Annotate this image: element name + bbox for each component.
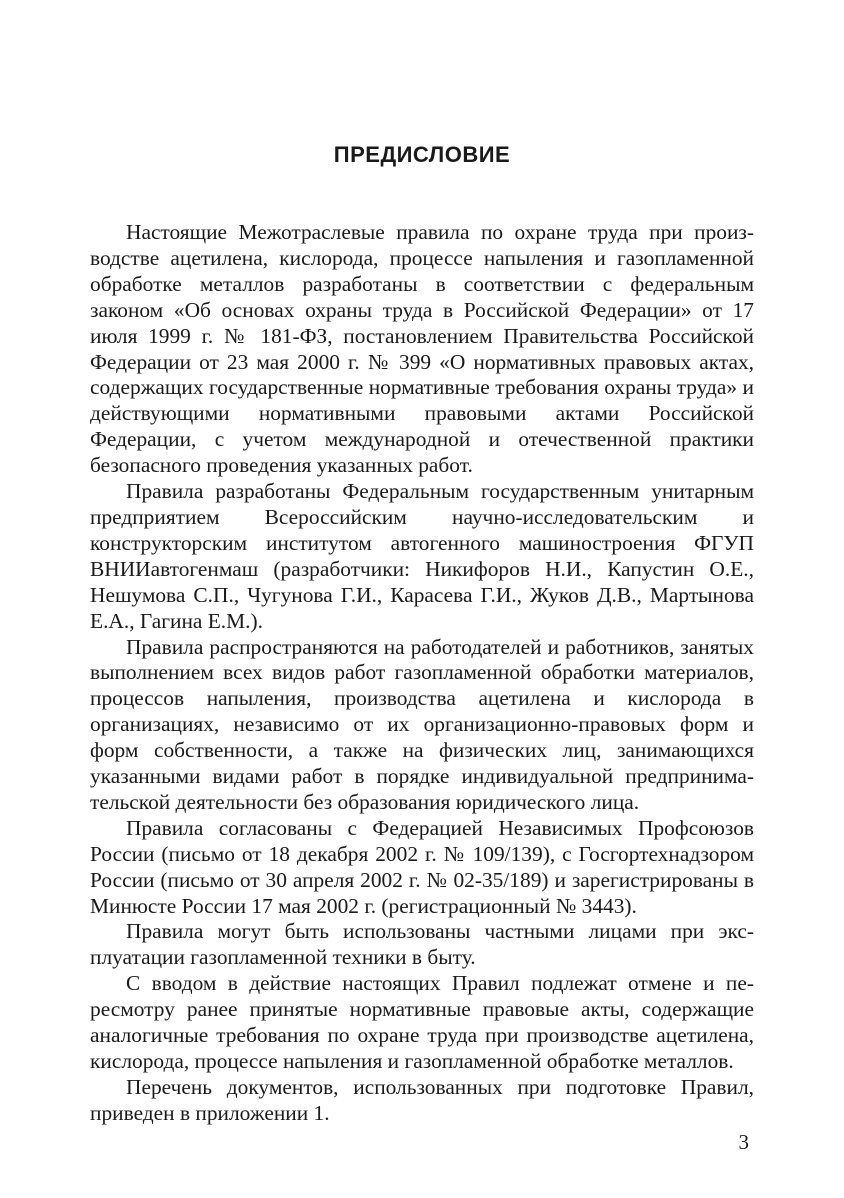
page-title: ПРЕДИСЛОВИЕ xyxy=(333,142,511,167)
paragraph-legal-basis: Настоящие Межотраслевые правила по охране труда при производстве ацетилена, кислорода, процессе напыления и газопламенной обработке металлов разработаны в соответствии с федеральным законом «Об основах охраны труда в Российской Федерации» от 17 июля 1999 г. № 181-ФЗ, постановлением Правительства Российской Федерации от 23 мая 2000 г. № 399 «О нормативных правовых актах, содержащих государственные нормативные требования охраны труда» и действующими нормативными правовыми актами Российской Федерации, с учетом международной и отечественной практики безопасного проведения указанных работ. xyxy=(90,220,754,478)
paragraph-references: Перечень документов, использованных при подготовке Правил, приведен в приложении 1. xyxy=(90,1074,754,1125)
paragraph-approvals: Правила согласованы с Федерацией Независимых Профсоюзов России (письмо от 18 декабря 2002 г. № 109/139), с Госгортехнадзором России (письмо от 30 апреля 2002 г. № 02-35/189) и зарегистрированы в Минюсте России 17 мая 2002 г. (регистрационный № 3443). xyxy=(90,815,754,918)
page-number: 3 xyxy=(738,1130,749,1154)
paragraph-scope: Правила распространяются на работодателей и работников, занятых выполнением всех видов работ газопламенной обработки материалов, процессов напыления, производства ацетилена и кислорода в организациях, независимо от их организационно-правовых форм и форм собственности, а также на физических лиц, занимающихся указанными видами работ в порядке индивидуальной предпринимательской деятельности без образования юридического лица. xyxy=(90,634,754,814)
paragraph-developers: Правила разработаны Федеральным государственным унитарным предприятием Всероссийским научно-исследовательским и конструкторским институтом автогенного машиностроения ФГУП ВНИИавтогенмаш (разработчики: Никифоров Н.И., Капустин О.Е., Нешумова С.П., Чугунова Г.И., Карасева Г.И., Жуков Д.В., Мартынова Е.А., Гагина Е.М.). xyxy=(90,479,754,633)
paragraph-private-use: Правила могут быть использованы частными лицами при эксплуатации газопламенной техники в быту. xyxy=(90,919,754,970)
preface-body xyxy=(90,220,754,1127)
paragraph-supersedes: С вводом в действие настоящих Правил подлежат отмене и пересмотру ранее принятые нормативные правовые акты, содержащие аналогичные требования по охране труда при производстве ацетилена, кислорода, процессе напыления и газопламенной обработке металлов. xyxy=(90,971,754,1073)
